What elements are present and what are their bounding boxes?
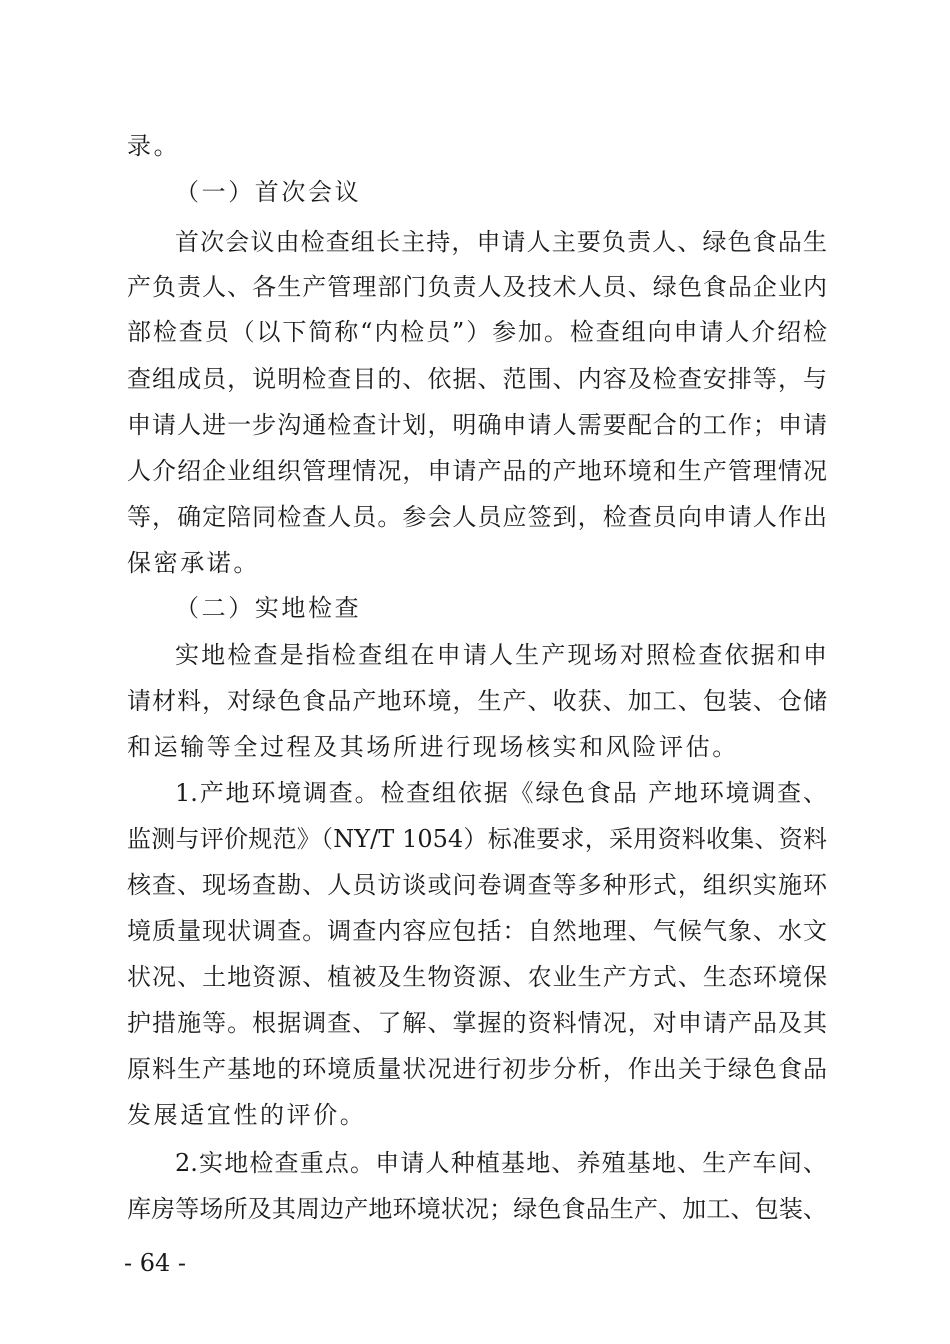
text-line: 核查、现场查勘、人员访谈或问卷调查等多种形式，组织实施环 xyxy=(127,871,827,899)
text-line: 保密承诺。 xyxy=(127,549,260,577)
text-line: 产负责人、各生产管理部门负责人及技术人员、绿色食品企业内 xyxy=(127,273,827,301)
section-heading: （二）实地检查 xyxy=(175,594,362,622)
text-line: 首次会议由检查组长主持，申请人主要负责人、绿色食品生 xyxy=(175,228,827,256)
page-number: - 64 - xyxy=(124,1249,187,1277)
section-heading: （一）首次会议 xyxy=(175,178,362,206)
text-line: 境质量现状调查。调查内容应包括：自然地理、气候气象、水文 xyxy=(127,917,827,945)
text-line: 护措施等。根据调查、了解、掌握的资料情况，对申请产品及其 xyxy=(127,1009,827,1037)
text-line: 2.实地检查重点。申请人种植基地、养殖基地、生产车间、 xyxy=(175,1149,827,1177)
text-line: 查组成员，说明检查目的、依据、范围、内容及检查安排等，与 xyxy=(127,365,827,393)
text-line: 请材料，对绿色食品产地环境，生产、收获、加工、包装、仓储 xyxy=(127,687,827,715)
text-line: 状况、土地资源、植被及生物资源、农业生产方式、生态环境保 xyxy=(127,963,827,991)
text-line: 原料生产基地的环境质量状况进行初步分析，作出关于绿色食品 xyxy=(127,1055,827,1083)
text-line: 人介绍企业组织管理情况，申请产品的产地环境和生产管理情况 xyxy=(127,457,827,485)
text-line: 监测与评价规范》（NY/T 1054）标准要求，采用资料收集、资料 xyxy=(127,825,827,853)
text-line: 录。 xyxy=(127,132,181,160)
text-line: 等，确定陪同检查人员。参会人员应签到，检查员向申请人作出 xyxy=(127,503,827,531)
text-line: 申请人进一步沟通检查计划，明确申请人需要配合的工作；申请 xyxy=(127,411,827,439)
text-line: 和运输等全过程及其场所进行现场核实和风险评估。 xyxy=(127,733,739,761)
text-line: 实地检查是指检查组在申请人生产现场对照检查依据和申 xyxy=(175,641,827,669)
text-line: 库房等场所及其周边产地环境状况；绿色食品生产、加工、包装、 xyxy=(127,1195,827,1223)
text-line: 1.产地环境调查。检查组依据《绿色食品 产地环境调查、 xyxy=(175,779,827,807)
text-line: 部检查员（以下简称“内检员”）参加。检查组向申请人介绍检 xyxy=(127,318,827,346)
text-line: 发展适宜性的评价。 xyxy=(127,1101,367,1129)
